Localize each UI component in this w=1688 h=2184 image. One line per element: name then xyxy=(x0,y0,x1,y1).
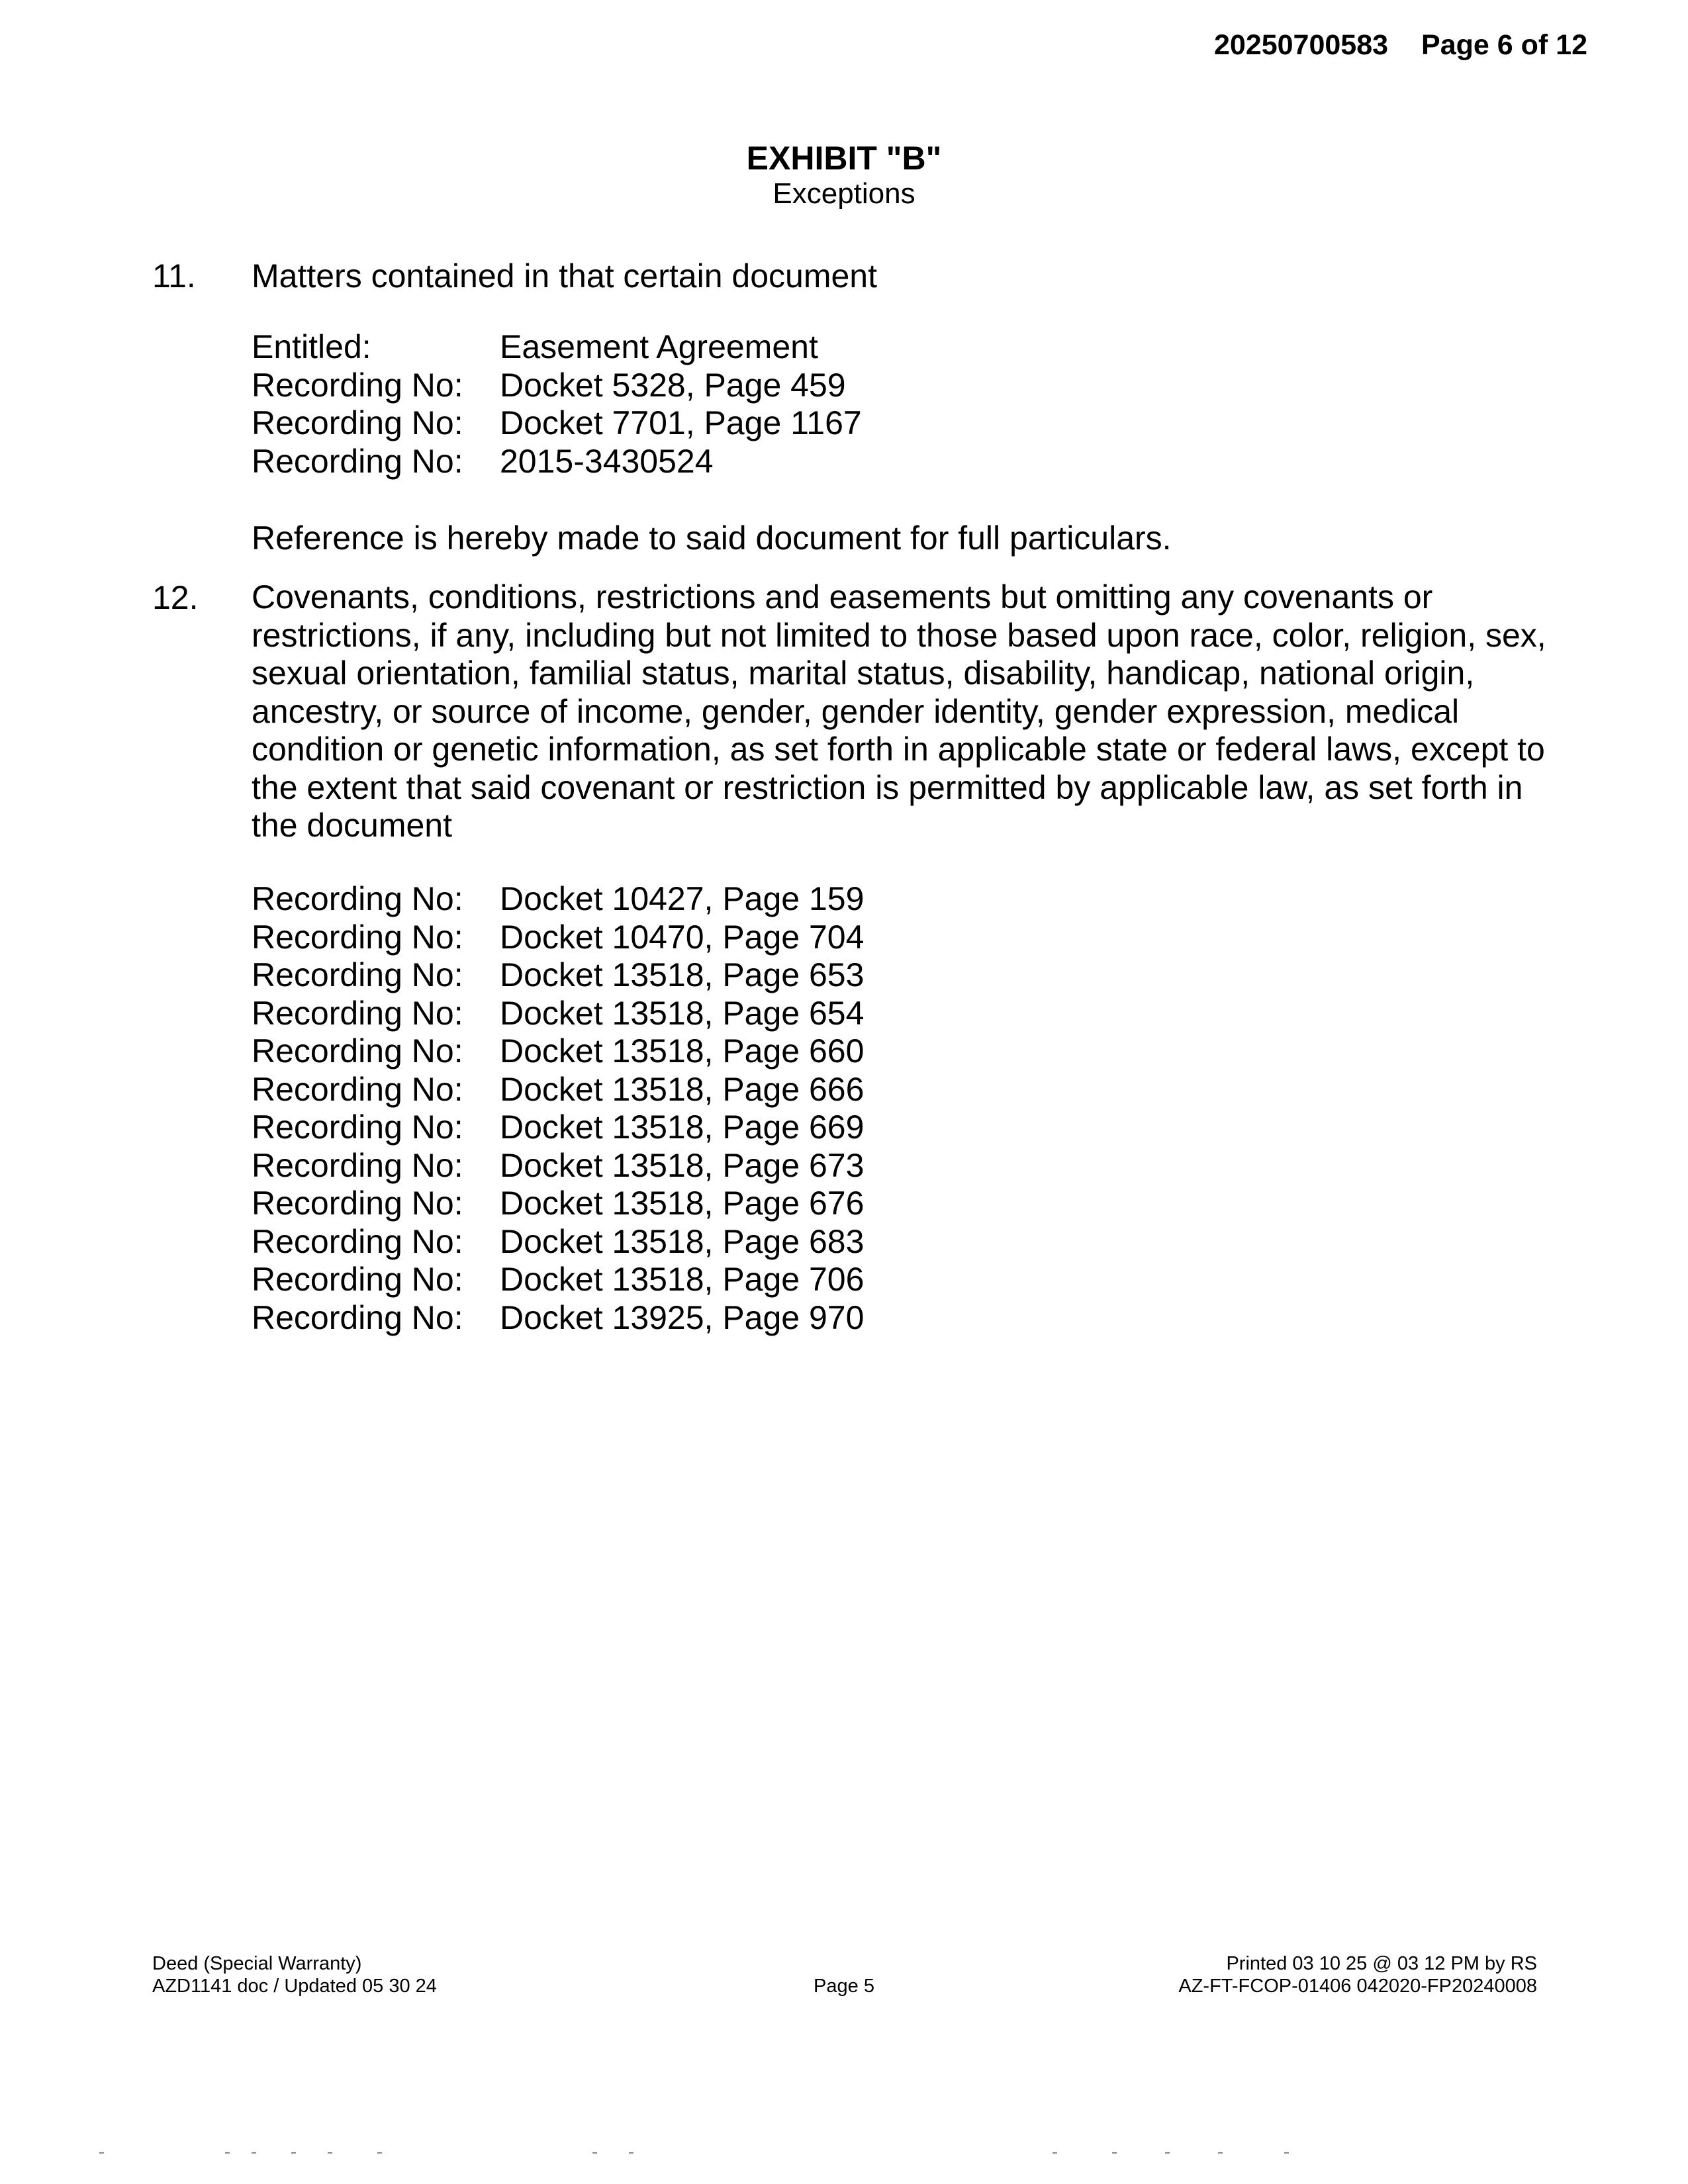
field-row xyxy=(252,1223,864,1261)
field-row xyxy=(252,995,864,1033)
field-value: Docket 13518, Page 666 xyxy=(500,1070,865,1108)
page-subtitle: Exceptions xyxy=(773,177,915,210)
field-label: Recording No: xyxy=(252,1185,463,1222)
field-label: Recording No: xyxy=(252,956,463,993)
field-value: Docket 13518, Page 654 xyxy=(500,994,865,1032)
field-label: Entitled: xyxy=(252,328,371,365)
scan-artifacts xyxy=(99,2147,1324,2160)
item-11-intro: Matters contained in that certain document xyxy=(252,257,877,295)
item-12-fields xyxy=(252,880,864,1337)
document-number: 20250700583 xyxy=(1213,29,1389,61)
field-label: Recording No: xyxy=(252,442,463,480)
field-row xyxy=(252,1071,864,1109)
field-row xyxy=(252,404,862,443)
field-row xyxy=(252,328,862,367)
footer-right xyxy=(1178,1952,1537,1997)
field-label: Recording No: xyxy=(252,880,463,917)
field-row xyxy=(252,1299,864,1338)
item-12-number: 12. xyxy=(152,579,199,616)
field-value: Easement Agreement xyxy=(500,328,818,365)
field-label: Recording No: xyxy=(252,1222,463,1260)
field-value: Docket 13518, Page 706 xyxy=(500,1261,865,1298)
item-11-number: 11. xyxy=(152,257,196,295)
field-row xyxy=(252,443,862,481)
field-value: Docket 13518, Page 676 xyxy=(500,1185,865,1222)
field-label: Recording No: xyxy=(252,1261,463,1298)
field-row xyxy=(252,919,864,957)
footer-doc-type: Deed (Special Warranty) xyxy=(152,1953,362,1974)
field-value: Docket 13518, Page 653 xyxy=(500,956,865,993)
footer-page-number: Page 5 xyxy=(814,1976,874,1997)
footer-doc-version: AZD1141 doc / Updated 05 30 24 xyxy=(152,1976,437,1997)
field-label: Recording No: xyxy=(252,1109,463,1146)
item-11-reference: Reference is hereby made to said document for full particulars. xyxy=(252,520,1172,557)
field-row xyxy=(252,956,864,995)
field-label: Recording No: xyxy=(252,404,463,441)
field-value: 2015-3430524 xyxy=(500,442,714,480)
page-header xyxy=(1214,29,1587,62)
field-value: Docket 13518, Page 683 xyxy=(500,1222,865,1260)
footer-printed: Printed 03 10 25 @ 03 12 PM by RS xyxy=(1226,1953,1537,1974)
field-value: Docket 5328, Page 459 xyxy=(500,366,846,404)
page-title: EXHIBIT "B" xyxy=(746,140,942,177)
field-row xyxy=(252,367,862,405)
field-value: Docket 13518, Page 660 xyxy=(500,1032,865,1069)
field-label: Recording No: xyxy=(252,918,463,956)
field-label: Recording No: xyxy=(252,994,463,1032)
field-label: Recording No: xyxy=(252,1146,463,1184)
footer-form-id: AZ-FT-FCOP-01406 042020-FP20240008 xyxy=(1178,1976,1537,1997)
field-label: Recording No: xyxy=(252,366,463,404)
field-row xyxy=(252,1185,864,1223)
field-value: Docket 13925, Page 970 xyxy=(500,1298,865,1336)
field-label: Recording No: xyxy=(252,1032,463,1069)
item-11-fields xyxy=(252,328,862,480)
field-value: Docket 10470, Page 704 xyxy=(500,918,865,956)
item-12-text: Covenants, conditions, restrictions and easements but omitting any covenants or restrictions, if any, including but not limited to those based upon race, color, religion, sex, sexual orientation, familial status, marital status, disability, handicap, national origin, ancestry, or source of income, gender, gender identity, gender expression, medical condition or genetic information, as set forth in applicable state or federal laws, except to the extent that said covenant or restriction is permitted by applicable law, as set forth in the document xyxy=(252,578,1546,844)
field-value: Docket 13518, Page 673 xyxy=(500,1146,865,1184)
field-row xyxy=(252,1109,864,1147)
field-label: Recording No: xyxy=(252,1070,463,1108)
field-row xyxy=(252,1147,864,1185)
field-label: Recording No: xyxy=(252,1298,463,1336)
field-row xyxy=(252,1261,864,1299)
field-row xyxy=(252,880,864,919)
page-of-indicator: Page 6 of 12 xyxy=(1421,29,1587,61)
field-row xyxy=(252,1032,864,1071)
field-value: Docket 13518, Page 669 xyxy=(500,1109,865,1146)
field-value: Docket 10427, Page 159 xyxy=(500,880,865,917)
field-value: Docket 7701, Page 1167 xyxy=(500,404,862,441)
